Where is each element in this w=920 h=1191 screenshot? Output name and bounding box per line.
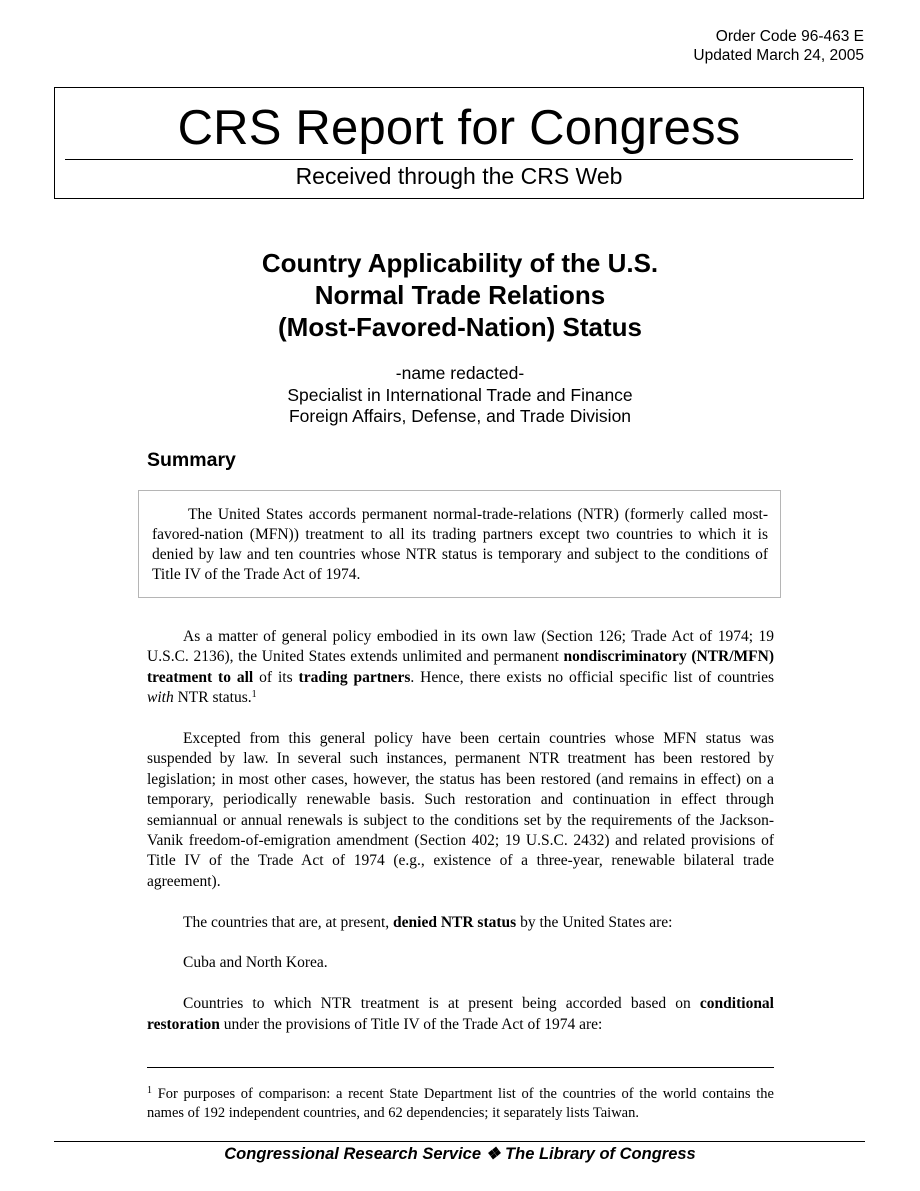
masthead-divider <box>65 159 853 160</box>
page-footer <box>0 1143 920 1165</box>
body-text <box>147 627 774 1035</box>
p1-text-b: of its <box>253 668 299 686</box>
author-name: -name redacted- <box>395 363 525 383</box>
p5-text-b: under the provisions of Title IV of the Trade Act of 1974 are: <box>219 1015 603 1033</box>
footer-right: The Library of Congress <box>505 1145 696 1163</box>
paragraph-4: Cuba and North Korea. <box>183 954 328 972</box>
p3-bold: denied NTR status <box>393 913 517 931</box>
p3-text-b: by the United States are: <box>516 913 673 931</box>
title-line-1: Country Applicability of the U.S. <box>261 248 659 278</box>
order-info <box>693 27 864 65</box>
footer-divider <box>54 1141 865 1142</box>
author-title: Specialist in International Trade and Finance <box>287 384 633 405</box>
updated-date: Updated March 24, 2005 <box>693 47 864 64</box>
masthead <box>54 87 864 199</box>
page-title <box>0 247 920 343</box>
footer-left: Congressional Research Service <box>224 1145 482 1163</box>
p1-bold-b: trading partners <box>298 668 411 686</box>
footnote-ref[interactable]: 1 <box>251 689 257 701</box>
order-code: Order Code 96-463 E <box>715 28 864 45</box>
footnote-text: For purposes of comparison: a recent State Department list of the countries of the world contains the names of 192 independent countries, and 62 dependencies; it separately lists Taiwan. <box>147 1086 774 1121</box>
paragraph-3 <box>147 913 774 933</box>
summary-box <box>138 490 781 598</box>
masthead-subtitle: Received through the CRS Web <box>295 163 623 189</box>
p1-italic: with <box>147 689 174 707</box>
footnote-number: 1 <box>147 1085 152 1096</box>
title-line-3: (Most-Favored-Nation) Status <box>278 312 642 342</box>
footnote-divider <box>147 1067 774 1068</box>
p1-text-a: As a matter of general policy embodied in its own law (Section 126; Trade Act of 1974; 19 U.S.C. 2136), the United States extends unlimited and permanent <box>147 628 774 666</box>
summary-text: The United States accords permanent normal-trade-relations (NTR) (formerly called most-favored-nation (MFN)) treatment to all its trading partners except two countries to which it is denied by law and ten countries whose NTR status is temporary and subject to the conditions of Title IV of the Trade Act of 1974. <box>152 506 768 583</box>
paragraph-1 <box>147 627 774 709</box>
summary-heading: Summary <box>147 449 236 471</box>
p1-bold-a: nondiscriminatory (NTR/MFN) treatment to all <box>147 648 775 686</box>
paragraph-2: Excepted from this general policy have been certain countries whose MFN status was suspended by law. In several such instances, permanent NTR treatment has been restored by legislation; in most other cases, however, the status has been restored (and remains in effect) on a temporary, periodically renewable basis. Such restoration and continuation in effect through semiannual or annual renewals is subject to the conditions set by the requirements of the Jackson-Vanik freedom-of-emigration amendment (Section 402; 19 U.S.C. 2432) and related provisions of Title IV of the Trade Act of 1974 (e.g., existence of a three-year, renewable bilateral trade agreement). <box>147 730 774 890</box>
p3-text-a: The countries that are, at present, <box>183 913 394 931</box>
paragraph-5 <box>147 994 774 1035</box>
title-line-2: Normal Trade Relations <box>314 280 606 310</box>
p1-text-d: NTR status. <box>173 689 252 707</box>
footer-separator-icon: ❖ <box>485 1145 501 1163</box>
p1-text-c: . Hence, there exists no official specific list of countries <box>410 668 775 686</box>
p5-text-a: Countries to which NTR treatment is at present being accorded based on <box>183 995 700 1013</box>
footnote <box>147 1085 774 1123</box>
author-division: Foreign Affairs, Defense, and Trade Division <box>288 406 632 426</box>
p5-bold: conditional restoration <box>147 995 774 1033</box>
author-block <box>0 363 920 428</box>
masthead-title: CRS Report for Congress <box>177 101 741 155</box>
